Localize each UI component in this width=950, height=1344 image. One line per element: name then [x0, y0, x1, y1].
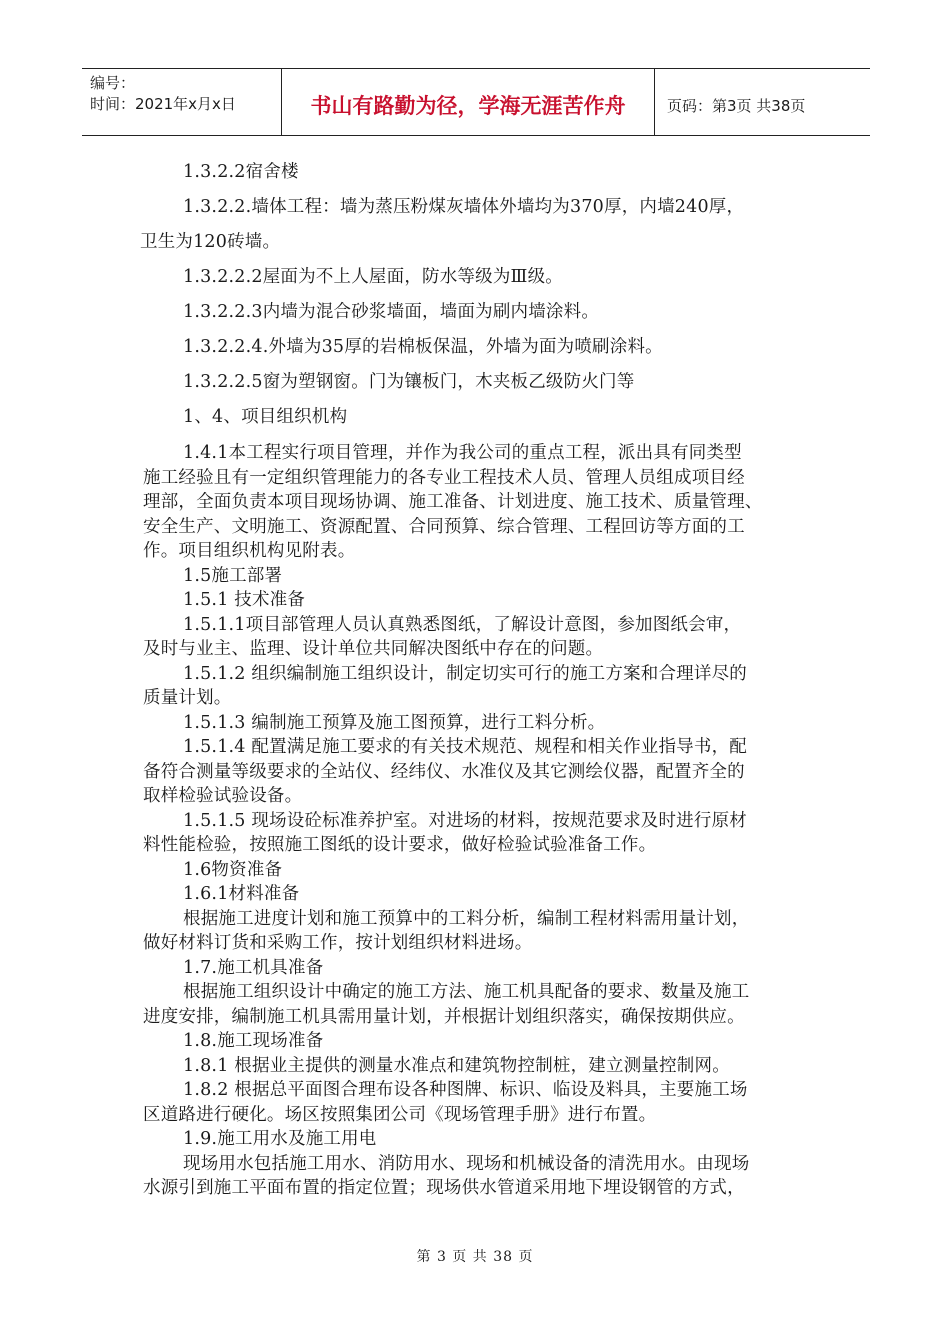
text-line: 1.8.1 根据业主提供的测量水准点和建筑物控制桩，建立测量控制网。	[183, 1055, 730, 1076]
paragraph: 1.3.2.2宿舍楼	[183, 162, 299, 182]
text-line: 及时与业主、监理、设计单位共同解决图纸中存在的问题。	[143, 639, 604, 659]
text-line: 备符合测量等级要求的全站仪、经纬仪、水准仪及其它测绘仪器，配置齐全的	[143, 761, 745, 782]
text-line: 取样检验试验设备。	[143, 786, 303, 806]
text-line: 1.5.1.4 配置满足施工要求的有关技术规范、规程和相关作业指导书，配	[183, 737, 747, 757]
text-line: 料性能检验，按照施工图纸的设计要求，做好检验试验准备工作。	[143, 835, 657, 855]
paragraph: 1.3.2.2.墙体工程：墙为蒸压粉煤灰墙体外墙均为370厚，内墙240厚，	[183, 197, 745, 217]
paragraph: 1.3.2.2.3内墙为混合砂浆墙面，墙面为刷内墙涂料。	[183, 302, 600, 322]
header-meta	[82, 69, 282, 135]
text-line: 1.8.2 根据总平面图合理布设各种图牌、标识、临设及料具，主要施工场	[183, 1080, 748, 1100]
text-line: 1.8.施工现场准备	[183, 1031, 324, 1051]
text-line: 1.5.1.5 现场设砼标准养护室。对进场的材料，按规范要求及时进行原材	[183, 810, 747, 831]
text-line: 作。项目组织机构见附表。	[143, 541, 356, 561]
text-line: 理部，全面负责本项目现场协调、施工准备、计划进度、施工技术、质量管理、	[143, 492, 763, 512]
header-page-info: 页码：第3页 共38页	[667, 96, 806, 115]
page-footer: 第 3 页 共 38 页	[416, 1249, 534, 1265]
text-line: 1.6物资准备	[183, 859, 283, 880]
text-line: 1.4.1本工程实行项目管理，并作为我公司的重点工程，派出具有同类型	[183, 443, 742, 463]
text-line: 1.5.1.1项目部管理人员认真熟悉图纸，了解设计意图，参加图纸会审，	[183, 614, 742, 635]
time-label: 时间：2021年x月x日	[90, 95, 236, 113]
text-line: 1.5.1 技术准备	[183, 590, 306, 610]
text-line: 水源引到施工平面布置的指定位置；现场供水管道采用地下埋设钢管的方式，	[143, 1178, 745, 1198]
body-lines	[143, 441, 808, 1201]
text-line: 1.5.1.3 编制施工预算及施工图预算，进行工料分析。	[183, 712, 606, 733]
text-line: 施工经验且有一定组织管理能力的各专业工程技术人员、管理人员组成项目经	[143, 467, 745, 488]
number-label: 编号：	[90, 74, 136, 92]
text-line: 质量计划。	[143, 688, 232, 708]
paragraph-continuation: 卫生为120砖墙。	[140, 232, 281, 252]
text-line: 做好材料订货和采购工作，按计划组织材料进场。	[143, 933, 533, 953]
page-header	[82, 68, 870, 136]
text-line: 1.6.1材料准备	[183, 884, 300, 904]
header-motto: 书山有路勤为径，学海无涯苦作舟	[282, 69, 655, 135]
text-line: 安全生产、文明施工、资源配置、合同预算、综合管理、工程回访等方面的工	[143, 516, 745, 537]
text-line: 现场用水包括施工用水、消防用水、现场和机械设备的清洗用水。由现场	[183, 1153, 750, 1174]
text-line: 1.5施工部署	[183, 565, 283, 586]
document-body	[140, 155, 808, 1201]
text-line: 1.5.1.2 组织编制施工组织设计，制定切实可行的施工方案和合理详尽的	[183, 663, 747, 684]
paragraph: 1.3.2.2.4.外墙为35厚的岩棉板保温，外墙为面为喷刷涂料。	[183, 337, 663, 357]
text-line: 根据施工进度计划和施工预算中的工料分析，编制工程材料需用量计划，	[183, 908, 750, 929]
text-line: 1.9.施工用水及施工用电	[183, 1129, 377, 1149]
section-heading: 1、4、项目组织机构	[183, 407, 348, 427]
paragraph: 1.3.2.2.2屋面为不上人屋面，防水等级为Ⅲ级。	[183, 267, 563, 287]
text-line: 区道路进行硬化。场区按照集团公司《现场管理手册》进行布置。	[143, 1104, 657, 1125]
text-line: 进度安排，编制施工机具需用量计划，并根据计划组织落实，确保按期供应。	[143, 1006, 745, 1027]
text-line: 根据施工组织设计中确定的施工方法、施工机具配备的要求、数量及施工	[183, 982, 750, 1002]
text-line: 1.7.施工机具准备	[183, 957, 324, 978]
paragraph: 1.3.2.2.5窗为塑钢窗。门为镶板门，木夹板乙级防火门等	[183, 372, 635, 392]
